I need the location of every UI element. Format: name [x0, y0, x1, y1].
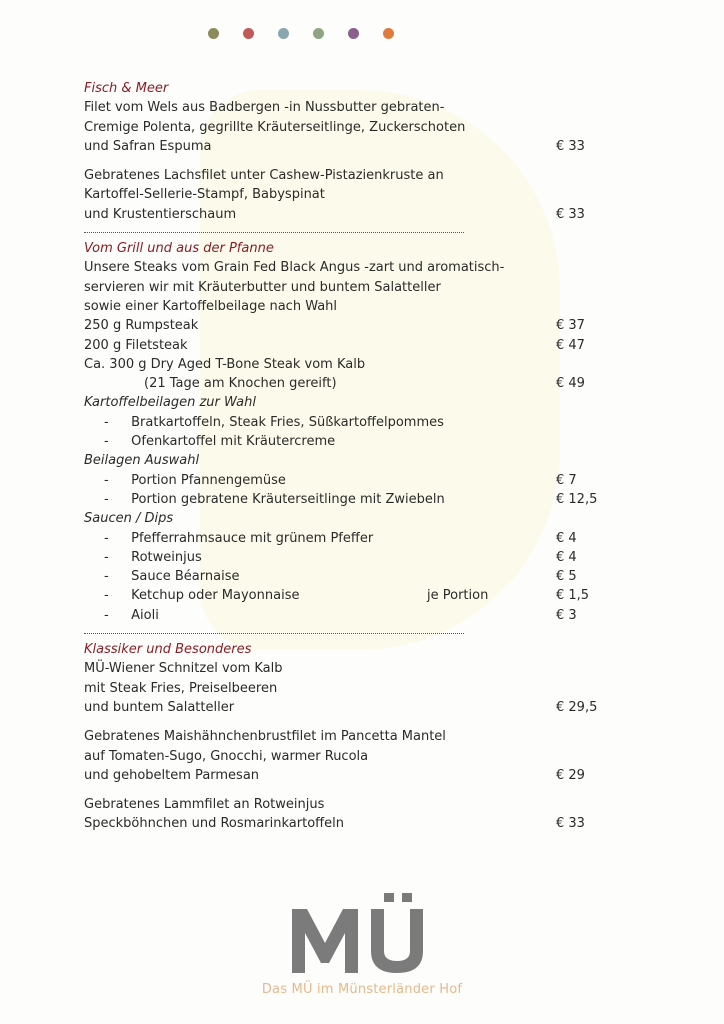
dish-line: [84, 374, 644, 393]
dotted-divider: [84, 232, 464, 233]
color-dot: [383, 28, 394, 39]
price: € 33: [556, 816, 585, 832]
dish-note: (21 Tage am Knochen gereift): [144, 376, 337, 392]
intro-line: sowie einer Kartoffelbeilage nach Wahl: [84, 298, 338, 314]
color-dot: [278, 28, 289, 39]
item-name: Sauce Béarnaise: [131, 569, 240, 585]
dish-line: Filet vom Wels aus Badbergen -in Nussbutter gebraten-: [84, 100, 445, 116]
color-dot: [208, 28, 219, 39]
item-name: Portion Pfannengemüse: [131, 472, 286, 488]
menu: [84, 79, 644, 834]
price: € 29: [556, 767, 585, 783]
dish-line: Gebratenes Maishähnchenbrustfilet im Pancetta Mantel: [84, 729, 446, 745]
mue-logo-mark: [292, 893, 432, 973]
price: € 7: [556, 472, 577, 488]
price: € 1,5: [556, 588, 590, 604]
dish-line: [84, 316, 644, 335]
section-title-fisch: Fisch & Meer: [84, 81, 169, 96]
list-item: [84, 586, 644, 605]
list-item: [84, 413, 644, 432]
dash: -: [104, 530, 109, 546]
dish-line: Cremige Polenta, gegrillte Kräuterseitlinge, Zuckerschoten: [84, 119, 466, 135]
price: € 29,5: [556, 699, 598, 715]
subheading: Saucen / Dips: [84, 511, 174, 527]
mue-logo: [0, 893, 724, 977]
dish-line: [84, 814, 644, 833]
price: € 5: [556, 569, 577, 585]
list-item: [84, 432, 644, 451]
subheading: Kartoffelbeilagen zur Wahl: [84, 395, 256, 411]
price: € 4: [556, 549, 577, 565]
price: € 47: [556, 337, 585, 353]
price: € 33: [556, 206, 585, 222]
dish-line: [84, 336, 644, 355]
list-item: [84, 606, 644, 625]
dish-line: [84, 137, 644, 156]
dish-line: [84, 698, 644, 717]
dish-line: Gebratenes Lammfilet an Rotweinjus: [84, 797, 325, 813]
item-name: Rotweinjus: [131, 549, 202, 565]
dish-name: 200 g Filetsteak: [84, 337, 188, 353]
dash: -: [104, 491, 109, 507]
section-title-klassiker: Klassiker und Besonderes: [84, 642, 252, 658]
price: € 49: [556, 376, 585, 392]
dash: -: [104, 414, 109, 430]
item-name: Portion gebratene Kräuterseitlinge mit Zwiebeln: [131, 491, 445, 507]
color-dots: [208, 28, 394, 39]
price: € 3: [556, 607, 577, 623]
dish-line-text: und buntem Salatteller: [84, 699, 235, 715]
dotted-divider: [84, 633, 464, 634]
portion-note: je Portion: [427, 588, 489, 604]
color-dot: [313, 28, 324, 39]
dish-line: Gebratenes Lachsfilet unter Cashew-Pistazienkruste an: [84, 168, 444, 184]
item-name: Bratkartoffeln, Steak Fries, Süßkartoffelpommes: [131, 414, 444, 430]
color-dot: [348, 28, 359, 39]
subheading: Beilagen Auswahl: [84, 453, 200, 469]
dash: -: [104, 472, 109, 488]
dash: -: [104, 588, 109, 604]
dish-line-text: Speckböhnchen und Rosmarinkartoffeln: [84, 816, 344, 832]
dash: -: [104, 434, 109, 450]
list-item: [84, 490, 644, 509]
item-name: Ketchup oder Mayonnaise: [131, 588, 300, 604]
dish-line-text: und Krustentierschaum: [84, 206, 237, 222]
dish-line-text: und Safran Espuma: [84, 138, 212, 154]
list-item: [84, 567, 644, 586]
list-item: [84, 471, 644, 490]
logo-tagline: Das MÜ im Münsterländer Hof: [261, 982, 463, 997]
dish-line: [84, 205, 644, 224]
price: € 4: [556, 530, 577, 546]
price: € 12,5: [556, 491, 598, 507]
price: € 37: [556, 318, 585, 334]
intro-line: servieren wir mit Kräuterbutter und buntem Salatteller: [84, 279, 441, 295]
item-name: Aioli: [131, 607, 159, 623]
dish-line: Ca. 300 g Dry Aged T-Bone Steak vom Kalb: [84, 356, 366, 372]
dish-line: auf Tomaten-Sugo, Gnocchi, warmer Rucola: [84, 748, 369, 764]
dash: -: [104, 549, 109, 565]
section-title-grill: Vom Grill und aus der Pfanne: [84, 241, 274, 257]
dish-line: [84, 766, 644, 785]
dish-line: Kartoffel-Sellerie-Stampf, Babyspinat: [84, 187, 325, 203]
item-name: Ofenkartoffel mit Kräutercreme: [131, 434, 336, 450]
dish-line: MÜ-Wiener Schnitzel vom Kalb: [84, 661, 283, 677]
list-item: [84, 548, 644, 567]
intro-line: Unsere Steaks vom Grain Fed Black Angus -zart und aromatisch-: [84, 260, 505, 276]
color-dot: [243, 28, 254, 39]
dash: -: [104, 569, 109, 585]
dish-name: 250 g Rumpsteak: [84, 318, 199, 334]
dish-line: mit Steak Fries, Preiselbeeren: [84, 680, 278, 696]
item-name: Pfefferrahmsauce mit grünem Pfeffer: [131, 530, 374, 546]
price: € 33: [556, 138, 585, 154]
dish-line-text: und gehobeltem Parmesan: [84, 767, 260, 783]
dash: -: [104, 607, 109, 623]
list-item: [84, 529, 644, 548]
